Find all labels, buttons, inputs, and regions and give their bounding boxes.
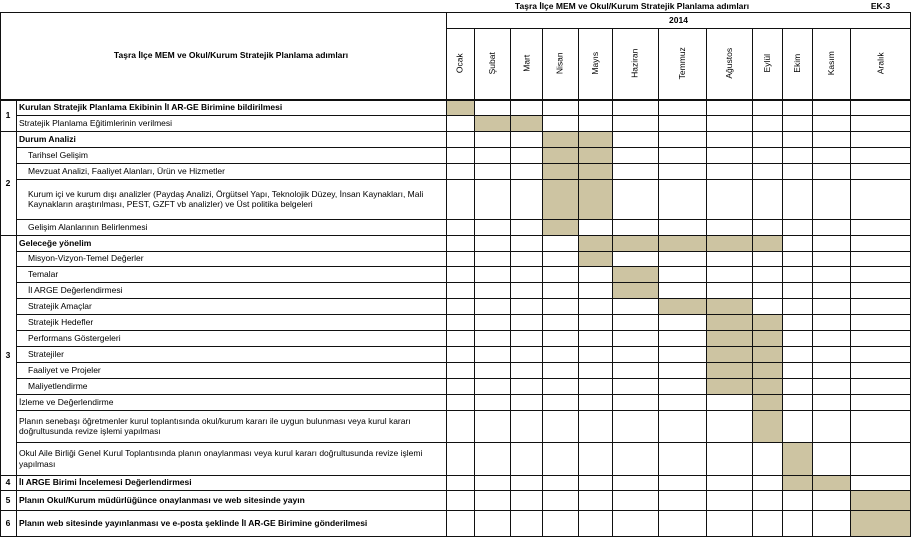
month-label: Eylül <box>761 54 772 73</box>
grid-line <box>16 362 911 363</box>
schedule-bar <box>752 314 782 330</box>
schedule-bar <box>782 442 812 475</box>
schedule-bar <box>752 346 782 362</box>
schedule-bar <box>812 475 850 490</box>
grid-line <box>16 410 911 411</box>
month-header-8 <box>706 28 752 99</box>
schedule-bar <box>612 235 658 251</box>
grid-line <box>16 131 911 132</box>
schedule-bar <box>578 163 612 179</box>
month-label: Ağustos <box>723 48 734 79</box>
grid-line <box>850 28 851 536</box>
schedule-bar <box>446 99 474 115</box>
document-title: Taşra İlçe MEM ve Okul/Kurum Stratejik Planlama adımları <box>514 1 750 11</box>
grid-line <box>16 378 911 379</box>
month-label: Temmuz <box>676 47 687 80</box>
step-label: İl ARGE Birimi İncelemesi Değerlendirmesi <box>19 477 192 488</box>
step-label: Stratejik Planlama Eğitimlerinin verilmesi <box>19 117 173 128</box>
step-label: Durum Analizi <box>19 133 76 144</box>
schedule-bar <box>752 362 782 378</box>
grid-line <box>0 490 16 491</box>
month-header-5 <box>578 28 612 99</box>
month-header-12 <box>850 28 911 99</box>
step-label: İl ARGE Değerlendirmesi <box>28 284 123 295</box>
grid-line <box>16 179 911 180</box>
grid-line <box>16 314 911 315</box>
schedule-bar <box>706 330 752 346</box>
schedule-bar <box>752 235 782 251</box>
schedule-bar <box>752 330 782 346</box>
step-label: Okul Aile Birliği Genel Kurul Toplantısında planın onaylanması veya kurul kararı doğrultusunda revize işlemi yapılması <box>19 448 423 469</box>
group-number: 6 <box>5 517 11 528</box>
grid-line <box>16 475 911 476</box>
annex-code: EK-3 <box>870 1 891 11</box>
schedule-bar <box>578 235 612 251</box>
grid-line <box>16 330 911 331</box>
month-header-7 <box>658 28 706 99</box>
step-label: Gelişim Alanlarının Belirlenmesi <box>28 221 148 232</box>
schedule-bar <box>578 147 612 163</box>
grid-line <box>782 28 783 536</box>
grid-line <box>16 346 911 347</box>
month-label: Aralık <box>875 52 886 75</box>
grid-line <box>16 490 911 491</box>
grid-line <box>16 282 911 283</box>
grid-line <box>706 28 707 536</box>
step-label: Stratejik Amaçlar <box>28 300 92 311</box>
grid-line <box>0 12 911 13</box>
schedule-bar <box>782 475 812 490</box>
schedule-bar <box>706 314 752 330</box>
schedule-bar <box>706 378 752 394</box>
step-label: Misyon-Vizyon-Temel Değerler <box>28 253 144 264</box>
month-label: Mayıs <box>589 52 600 75</box>
grid-line <box>16 394 911 395</box>
schedule-bar <box>578 131 612 147</box>
step-label: Planın Okul/Kurum müdürlüğünce onaylanması ve web sitesinde yayın <box>19 494 305 505</box>
grid-line <box>0 99 911 101</box>
grid-line <box>0 475 16 476</box>
step-label: Planın senebaşı öğretmenler kurul toplantısında okul/kurum kararı ile uygun bulunması veya kurul kararı doğrultusunda revize işlemi yapılması <box>19 415 411 436</box>
schedule-bar <box>706 235 752 251</box>
step-label: Tarihsel Gelişim <box>28 149 88 160</box>
month-label: Haziran <box>629 48 640 79</box>
grid-line <box>0 131 16 132</box>
steps-column-header: Taşra İlçe MEM ve Okul/Kurum Stratejik Planlama adımları <box>113 50 349 61</box>
schedule-bar <box>706 362 752 378</box>
grid-line <box>16 510 911 511</box>
step-label: Temalar <box>28 268 59 279</box>
grid-line <box>0 510 16 511</box>
step-label: Kurulan Stratejik Planlama Ekibinin İl AR-GE Birimine bildirilmesi <box>19 101 283 112</box>
group-number: 4 <box>5 477 11 488</box>
grid-line <box>16 235 911 236</box>
month-header-11 <box>812 28 850 99</box>
schedule-bar <box>474 115 510 131</box>
grid-line <box>0 12 1 536</box>
grid-line <box>16 251 911 252</box>
grid-line <box>812 28 813 536</box>
step-label: Stratejik Hedefler <box>28 316 94 327</box>
group-number: 2 <box>5 177 11 188</box>
schedule-bar <box>850 490 911 510</box>
grid-line <box>752 28 753 536</box>
month-label: Şubat <box>486 52 497 75</box>
grid-line <box>474 28 475 536</box>
grid-line <box>16 219 911 220</box>
month-header-6 <box>612 28 658 99</box>
step-label: Planın web sitesinde yayınlanması ve e-posta şeklinde İl AR-GE Birimine gönderilmesi <box>19 517 368 528</box>
grid-line <box>16 442 911 443</box>
month-header-4 <box>542 28 578 99</box>
schedule-bar <box>542 219 578 235</box>
group-number: 5 <box>5 494 11 505</box>
grid-line <box>16 115 911 116</box>
schedule-bar <box>658 235 706 251</box>
month-header-2 <box>474 28 510 99</box>
grid-line <box>16 536 911 537</box>
step-label: İzleme ve Değerlendirme <box>19 396 114 407</box>
schedule-bar <box>542 147 578 163</box>
grid-line <box>542 28 543 536</box>
month-header-3 <box>510 28 542 99</box>
month-header-10 <box>782 28 812 99</box>
month-label: Mart <box>520 55 531 72</box>
month-header-1 <box>446 28 474 99</box>
grid-line <box>510 28 511 536</box>
grid-line <box>0 235 16 236</box>
schedule-bar <box>612 266 658 282</box>
schedule-bar <box>542 163 578 179</box>
step-label: Kurum içi ve kurum dışı analizler (Paydaş Analizi, Örgütsel Yapı, Teknolojik Düzey, İnsan Kaynakları, Mali Kaynakların araştırılması, PEST, GZFT vb analizler) ve Üst politika belgeleri <box>28 188 424 209</box>
month-label: Nisan <box>554 52 565 75</box>
grid-line <box>578 28 579 536</box>
month-label: Ekim <box>791 54 802 73</box>
year-header: 2014 <box>669 14 688 25</box>
grid-line <box>658 28 659 536</box>
step-label: Geleceğe yönelim <box>19 237 92 248</box>
grid-line <box>16 163 911 164</box>
schedule-bar <box>578 251 612 266</box>
schedule-bar <box>752 378 782 394</box>
step-label: Performans Göstergeleri <box>28 332 121 343</box>
schedule-bar <box>752 394 782 410</box>
grid-line <box>16 266 911 267</box>
grid-line <box>446 28 911 29</box>
month-label: Ocak <box>454 53 465 74</box>
schedule-bar <box>542 131 578 147</box>
grid-line <box>16 147 911 148</box>
schedule-bar <box>542 179 578 219</box>
step-label: Faaliyet ve Projeler <box>28 364 101 375</box>
grid-line <box>16 298 911 299</box>
schedule-bar <box>510 115 542 131</box>
schedule-bar <box>706 298 752 314</box>
schedule-bar <box>578 179 612 219</box>
grid-line <box>446 12 447 536</box>
schedule-bar <box>752 410 782 442</box>
month-label: Kasım <box>825 51 836 76</box>
schedule-bar <box>612 282 658 298</box>
step-label: Maliyetlendirme <box>28 380 88 391</box>
group-number: 1 <box>5 109 11 120</box>
month-header-9 <box>752 28 782 99</box>
grid-line <box>16 99 17 536</box>
schedule-bar <box>850 510 911 536</box>
grid-line <box>0 536 16 537</box>
step-label: Mevzuat Analizi, Faaliyet Alanları, Ürün ve Hizmetler <box>28 165 225 176</box>
schedule-bar <box>706 346 752 362</box>
step-label: Stratejiler <box>28 348 64 359</box>
group-number: 3 <box>5 349 11 360</box>
grid-line <box>612 28 613 536</box>
schedule-bar <box>658 298 706 314</box>
